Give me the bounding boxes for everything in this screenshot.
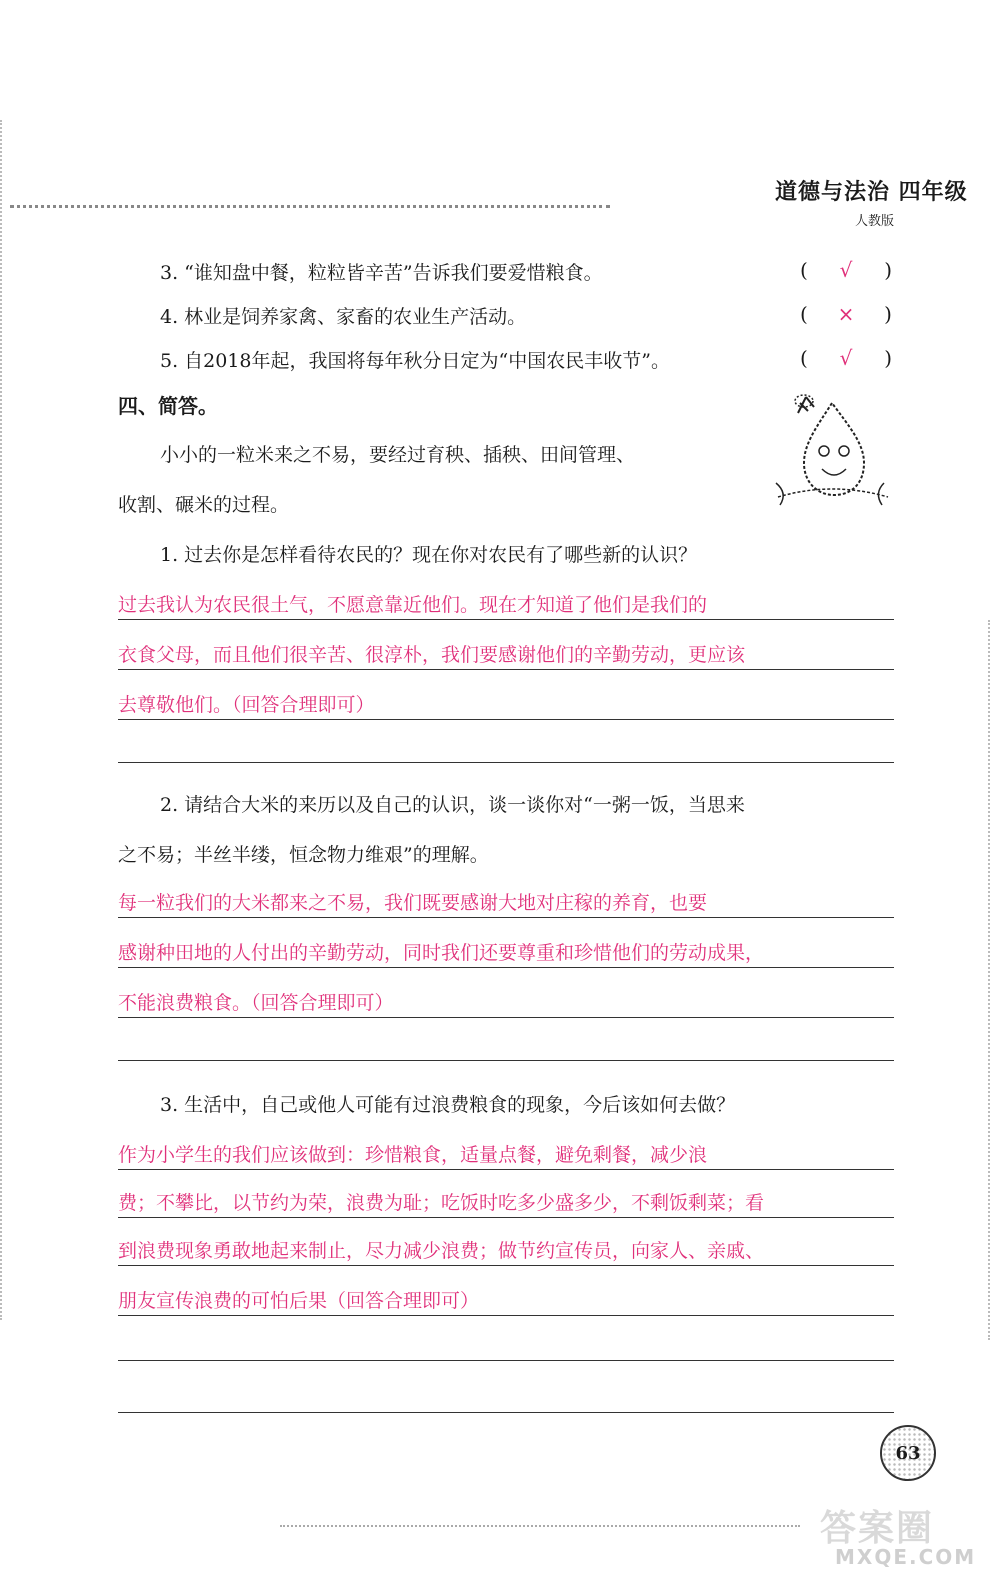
rice-drop-mascot-icon <box>770 385 895 510</box>
intro-line-2: 收割、碾米的过程。 <box>118 494 290 516</box>
left-edge-decoration <box>0 120 12 1320</box>
intro-line-1: 小小的一粒米来之不易，要经过育秧、插秧、田间管理、 <box>160 444 636 466</box>
judgement-mark-3: ( √ ) <box>800 258 892 282</box>
answer-3-line-4: 朋友宣传浪费的可怕后果（回答合理即可） <box>118 1286 894 1316</box>
answer-2-line-1: 每一粒我们的大米都来之不易，我们既要感谢大地对庄稼的养育，也要 <box>118 888 894 918</box>
answer-3-line-1: 作为小学生的我们应该做到：珍惜粮食，适量点餐，避免剩餐，减少浪 <box>118 1140 894 1170</box>
question-1: 1. 过去你是怎样看待农民的？现在你对农民有了哪些新的认识？ <box>160 544 698 566</box>
answer-1-line-2: 衣食父母，而且他们很辛苦、很淳朴，我们要感谢他们的辛勤劳动，更应该 <box>118 640 894 670</box>
answer-2-blank-line <box>118 1060 894 1061</box>
answer-1-line-3: 去尊敬他们。（回答合理即可） <box>118 690 894 720</box>
judgement-mark-5: ( √ ) <box>800 346 892 370</box>
question-2-line-2: 之不易；半丝半缕，恒念物力维艰”的理解。 <box>118 844 489 866</box>
section-heading: 四、简答。 <box>118 394 218 418</box>
footer-dotted-rule <box>280 1525 800 1527</box>
check-mark-icon: √ <box>839 346 853 370</box>
watermark-text: 答案圈 <box>820 1508 935 1549</box>
judgement-mark-4: ( × ) <box>800 302 892 326</box>
question-3: 3. 生活中，自己或他人可能有过浪费粮食的现象，今后该如何去做？ <box>160 1094 736 1116</box>
page-number: 63 <box>880 1425 936 1481</box>
answer-3-blank-line-2 <box>118 1412 894 1413</box>
header-title: 道德与法治 四年级 <box>775 179 968 205</box>
judgement-item-5: 5. 自2018年起，我国将每年秋分日定为“中国农民丰收节”。 <box>160 350 670 372</box>
right-edge-decoration <box>988 620 996 1340</box>
answer-1-line-1: 过去我认为农民很土气，不愿意靠近他们。现在才知道了他们是我们的 <box>118 590 894 620</box>
judgement-item-4: 4. 林业是饲养家禽、家畜的农业生产活动。 <box>160 306 527 328</box>
answer-3-line-2: 费；不攀比，以节约为荣，浪费为耻；吃饭时吃多少盛多少，不剩饭剩菜；看 <box>118 1188 894 1218</box>
header-subtitle: 人教版 <box>855 214 895 229</box>
answer-2-line-3: 不能浪费粮食。（回答合理即可） <box>118 988 894 1018</box>
judgement-item-3: 3. “谁知盘中餐，粒粒皆辛苦”告诉我们要爱惜粮食。 <box>160 262 603 284</box>
check-mark-icon: √ <box>839 258 853 282</box>
answer-3-blank-line-1 <box>118 1360 894 1361</box>
question-2-line-1: 2. 请结合大米的来历以及自己的认识，谈一谈你对“一粥一饭，当思来 <box>160 794 745 816</box>
answer-3-line-3: 到浪费现象勇敢地起来制止，尽力减少浪费；做节约宣传员，向家人、亲戚、 <box>118 1236 894 1266</box>
header-dotted-rule <box>10 205 610 208</box>
watermark-url: MXQE.COM <box>835 1545 977 1569</box>
answer-2-line-2: 感谢种田地的人付出的辛勤劳动，同时我们还要尊重和珍惜他们的劳动成果， <box>118 938 894 968</box>
answer-1-blank-line <box>118 762 894 763</box>
cross-mark-icon: × <box>837 302 855 326</box>
